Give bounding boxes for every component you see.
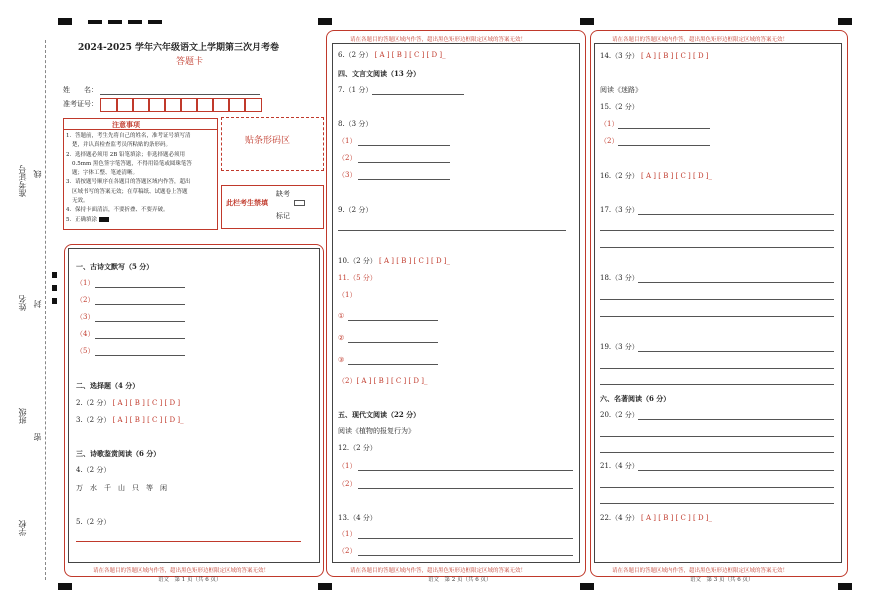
answer-line[interactable] bbox=[95, 338, 185, 339]
question-4: 4.（2 分） bbox=[76, 466, 111, 474]
page-footer-3: 语文 第 3 页（共 6 页） bbox=[690, 577, 754, 583]
choice-options[interactable]: [ A ] [ B ] [ C ] [ D ] bbox=[641, 172, 709, 180]
filled-sample-mark bbox=[99, 217, 109, 222]
item-label: （1） bbox=[338, 291, 357, 299]
answer-line[interactable] bbox=[600, 384, 834, 385]
item-label: （3） bbox=[76, 313, 95, 321]
registration-mark bbox=[52, 285, 57, 291]
notice-line: 0.5mm 黑色签字笔答题，不得用铅笔或圆珠笔答 bbox=[72, 160, 192, 167]
registration-mark bbox=[580, 583, 594, 590]
id-boxes[interactable] bbox=[100, 98, 260, 110]
question-8: 8.（3 分） bbox=[338, 120, 373, 128]
registration-mark bbox=[318, 18, 332, 25]
question-2: 2.（2 分） [ A ] [ B ] [ C ] [ D ] bbox=[76, 399, 181, 407]
boundary-warning: 请在各题目的答题区域内作答，超出黑色矩形边框限定区域的答案无效！ bbox=[612, 37, 789, 43]
registration-mark bbox=[838, 583, 852, 590]
choice-options[interactable]: [ A ] [ B ] [ C ] [ D ] bbox=[641, 52, 709, 60]
answer-line[interactable] bbox=[638, 419, 834, 420]
answer-line[interactable] bbox=[638, 214, 834, 215]
answer-line[interactable] bbox=[600, 316, 834, 317]
notice-line: 2．选择题必须用 2B 铅笔填涂；非选择题必须用 bbox=[66, 151, 186, 158]
registration-mark bbox=[52, 272, 57, 278]
name-input-line[interactable] bbox=[100, 94, 260, 95]
absent-box bbox=[221, 185, 324, 229]
registration-mark bbox=[318, 583, 332, 590]
answer-line[interactable] bbox=[95, 321, 185, 322]
answer-line[interactable] bbox=[95, 304, 185, 305]
id-label: 准考证号： bbox=[63, 100, 98, 108]
registration-mark bbox=[838, 18, 852, 25]
section-3-title: 三、诗歌鉴赏阅读（6 分） bbox=[76, 449, 161, 458]
registration-mark bbox=[58, 583, 72, 590]
notice-line: 3．请按题号顺序在各题目的答题区域内作答，超出 bbox=[66, 179, 191, 186]
question-21: 21.（4 分） bbox=[600, 462, 639, 470]
answer-line[interactable] bbox=[358, 470, 573, 471]
answer-line[interactable] bbox=[95, 355, 185, 356]
registration-mark bbox=[580, 18, 594, 25]
choice-options[interactable]: [ A ] [ B ] [ C ] [ D ] bbox=[641, 514, 709, 522]
side-label-line: 线 bbox=[33, 170, 42, 178]
question-19: 19.（3 分） bbox=[600, 343, 639, 351]
notice-line: 无效。 bbox=[72, 198, 89, 205]
question-12: 12.（2 分） bbox=[338, 444, 377, 452]
choice-options[interactable]: [ A ] [ B ] [ C ] [ D ] bbox=[379, 257, 447, 265]
section-2-title: 二、选择题（4 分） bbox=[76, 381, 140, 390]
page-footer-2: 语文 第 2 页（共 6 页） bbox=[428, 577, 492, 583]
question-16: 16.（2 分） [ A ] [ B ] [ C ] [ D ]_ bbox=[600, 172, 713, 180]
answer-line[interactable] bbox=[600, 230, 834, 231]
registration-mark bbox=[128, 20, 142, 24]
item-label: （1） bbox=[338, 530, 357, 538]
question-5: 5.（2 分） bbox=[76, 518, 111, 526]
notice-title: 注意事项 bbox=[112, 120, 140, 129]
side-label-class: 班级 bbox=[18, 408, 27, 424]
circled-2: ② bbox=[338, 334, 345, 342]
notice-line: 4．保持卡面清洁，不要折叠、不要弄破。 bbox=[66, 207, 169, 214]
item-label: （5） bbox=[76, 347, 95, 355]
boundary-warning: 请在各题目的答题区域内作答，超出黑色矩形边框限定区域的答案无效！ bbox=[350, 568, 527, 574]
registration-mark bbox=[58, 18, 72, 25]
page-title: 2024-2025 学年六年级语文上学期第三次月考卷 bbox=[78, 43, 279, 53]
answer-line[interactable] bbox=[338, 230, 566, 231]
registration-mark bbox=[88, 20, 102, 24]
boundary-warning: 请在各题目的答题区域内作答，超出黑色矩形边框限定区域的答案无效！ bbox=[350, 37, 527, 43]
question-15: 15.（2 分） bbox=[600, 103, 639, 111]
answer-line[interactable] bbox=[348, 364, 438, 365]
side-label-seal: 封 bbox=[33, 300, 42, 308]
item-label: （2） bbox=[76, 296, 95, 304]
answer-line[interactable] bbox=[600, 503, 834, 504]
answer-line[interactable] bbox=[358, 555, 573, 556]
choice-options[interactable]: [ A ] [ B ] [ C ] [ D ] bbox=[112, 416, 181, 424]
question-9: 9.（2 分） bbox=[338, 206, 373, 214]
notice-divider bbox=[63, 129, 217, 130]
circled-3: ③ bbox=[338, 356, 345, 364]
question-14: 14.（3 分） [ A ] [ B ] [ C ] [ D ] bbox=[600, 52, 709, 60]
item-11-2: （2）[ A ] [ B ] [ C ] [ D ]_ bbox=[338, 377, 428, 385]
answer-line[interactable] bbox=[638, 351, 834, 352]
notice-line: 5．正确填涂 bbox=[66, 216, 97, 223]
boundary-warning: 请在各题目的答题区域内作答，超出黑色矩形边框限定区域的答案无效！ bbox=[612, 568, 789, 574]
item-label: （2） bbox=[600, 137, 619, 145]
question-22: 22.（4 分） [ A ] [ B ] [ C ] [ D ]_ bbox=[600, 514, 713, 522]
choice-options[interactable]: [ A ] [ B ] [ C ] [ D ] bbox=[374, 51, 443, 59]
answer-line[interactable] bbox=[600, 487, 834, 488]
item-label: （1） bbox=[600, 120, 619, 128]
item-label: （1） bbox=[76, 279, 95, 287]
answer-line[interactable] bbox=[600, 299, 834, 300]
answer-line[interactable] bbox=[638, 282, 834, 283]
question-11: 11.（5 分） bbox=[338, 274, 377, 282]
question-6: 6.（2 分） [ A ] [ B ] [ C ] [ D ]_ bbox=[338, 51, 446, 59]
question-18: 18.（3 分） bbox=[600, 274, 639, 282]
question-3: 3.（2 分） [ A ] [ B ] [ C ] [ D ]_ bbox=[76, 416, 184, 424]
circled-1: ① bbox=[338, 312, 345, 320]
answer-line[interactable] bbox=[358, 488, 573, 489]
answer-line[interactable] bbox=[618, 145, 710, 146]
choice-options[interactable]: [ A ] [ B ] [ C ] [ D ] bbox=[112, 399, 181, 407]
question-13: 13.（4 分） bbox=[338, 514, 377, 522]
reading-title: 阅读《植物的报复行为》 bbox=[338, 427, 415, 435]
answer-line[interactable] bbox=[95, 287, 185, 288]
notice-line: 题；字体工整、笔迹清晰。 bbox=[72, 170, 139, 177]
question-20: 20.（2 分） bbox=[600, 411, 639, 419]
answer-panel-3 bbox=[594, 43, 842, 563]
answer-line[interactable] bbox=[348, 320, 438, 321]
notice-line: 楚，并认真检查监考员所粘贴的条形码。 bbox=[72, 142, 172, 149]
side-label-name: 姓名 bbox=[18, 295, 27, 311]
answer-line[interactable] bbox=[600, 436, 834, 437]
notice-line: 区域书写的答案无效；在草稿纸、试题卷上答题 bbox=[72, 188, 188, 195]
question-7: 7.（1 分） bbox=[338, 86, 373, 94]
section-4-title: 四、文言文阅读（13 分） bbox=[338, 69, 421, 78]
page-footer-1: 语文 第 1 页（共 6 页） bbox=[158, 577, 222, 583]
item-label: （4） bbox=[76, 330, 95, 338]
registration-mark bbox=[52, 298, 57, 304]
notice-lines bbox=[66, 132, 216, 225]
item-label: （3） bbox=[338, 171, 357, 179]
answer-line[interactable] bbox=[358, 145, 450, 146]
registration-mark bbox=[108, 20, 122, 24]
binding-dashed-line bbox=[45, 40, 46, 580]
answer-line[interactable] bbox=[600, 368, 834, 369]
answer-line[interactable] bbox=[358, 162, 450, 163]
absent-mark-label: 标记 bbox=[276, 212, 290, 220]
absent-checkbox[interactable] bbox=[294, 200, 305, 206]
item-label: （2） bbox=[338, 547, 357, 555]
section-6-title: 六、名著阅读（6 分） bbox=[600, 394, 671, 403]
item-label: （1） bbox=[338, 137, 357, 145]
page-subtitle: 答题卡 bbox=[176, 57, 204, 67]
answer-line[interactable] bbox=[600, 247, 834, 248]
item-label: （2） bbox=[338, 480, 357, 488]
item-label: （2） bbox=[338, 154, 357, 162]
question-10: 10.（2 分） [ A ] [ B ] [ C ] [ D ]_ bbox=[338, 257, 451, 265]
barcode-label: 贴条形码区 bbox=[245, 136, 291, 146]
answer-line[interactable] bbox=[76, 541, 301, 542]
section-5-title: 五、现代文阅读（22 分） bbox=[338, 410, 421, 419]
answer-line[interactable] bbox=[358, 538, 573, 539]
notice-line: 1．答题前，考生先将自己的姓名，准考证号填写清 bbox=[66, 133, 191, 139]
reading-title: 阅读《迷路》 bbox=[600, 86, 642, 94]
answer-line[interactable] bbox=[618, 128, 710, 129]
boundary-warning: 请在各题目的答题区域内作答，超出黑色矩形边框限定区域的答案无效！ bbox=[93, 568, 270, 574]
no-fill-label: 此栏考生禁填 bbox=[226, 198, 268, 207]
section-1-title: 一、古诗文默写（5 分） bbox=[76, 262, 154, 271]
side-label-school: 学校 bbox=[18, 520, 27, 536]
side-label-id: 准考证号 bbox=[18, 165, 27, 197]
question-17: 17.（3 分） bbox=[600, 206, 639, 214]
name-label: 姓 名： bbox=[63, 86, 98, 94]
answer-line[interactable] bbox=[372, 94, 464, 95]
answer-line[interactable] bbox=[638, 470, 834, 471]
poem-chars: 万 水 千 山 只 等 闲 bbox=[76, 484, 167, 492]
item-label: （1） bbox=[338, 462, 357, 470]
registration-mark bbox=[148, 20, 162, 24]
choice-options[interactable]: [ A ] [ B ] [ C ] [ D ] bbox=[356, 377, 424, 385]
answer-line[interactable] bbox=[358, 179, 450, 180]
absent-label: 缺考 bbox=[276, 190, 290, 198]
answer-line[interactable] bbox=[348, 342, 438, 343]
side-label-secret: 密 bbox=[33, 433, 42, 441]
answer-line[interactable] bbox=[600, 452, 834, 453]
